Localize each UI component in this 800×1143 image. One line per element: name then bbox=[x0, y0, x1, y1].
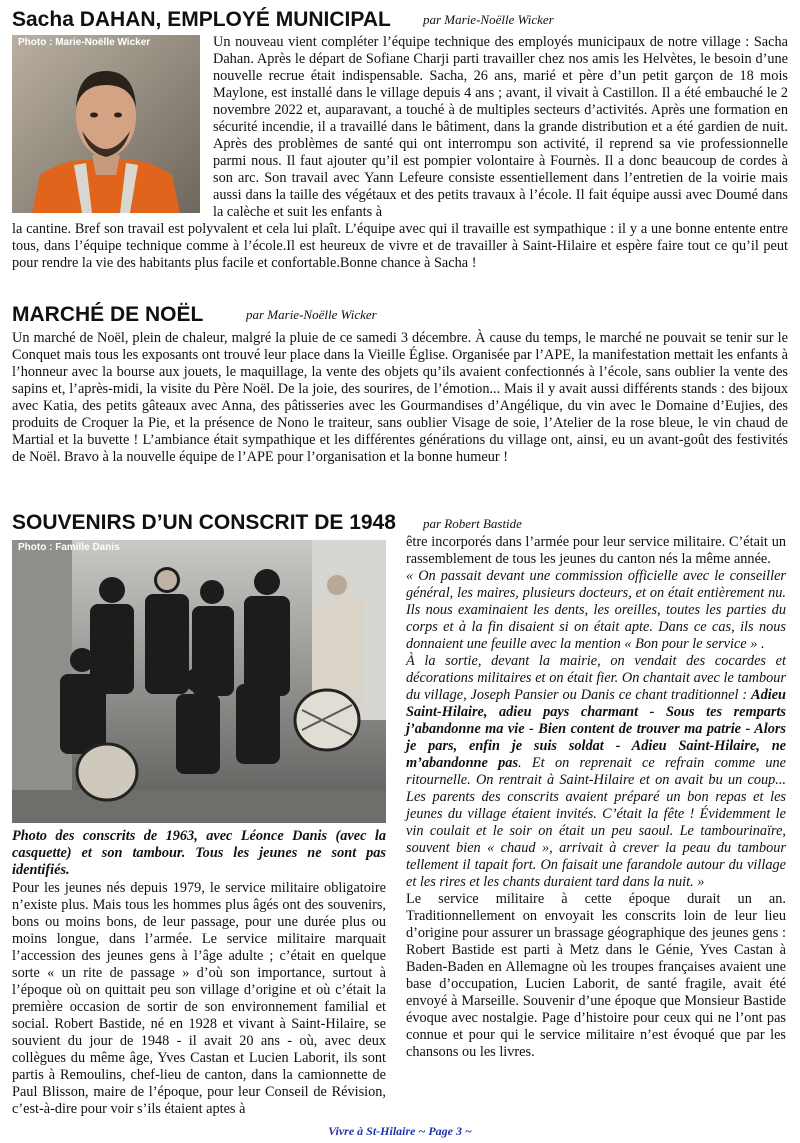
photo-credit: Photo : Famille Danis bbox=[18, 542, 120, 553]
quote-paragraph bbox=[406, 653, 786, 891]
photo-credit: Photo : Marie-Noëlle Wicker bbox=[18, 37, 151, 48]
article-byline: par Marie-Noëlle Wicker bbox=[246, 307, 377, 322]
article-paragraph: Pour les jeunes nés depuis 1979, le service militaire obligatoire n’existe plus. Mais tous les hommes plus âgés ont des souvenirs, bons ou moins bons, de leur passage, pour une durée plus ou moins longue, dans l’armée. Le service militaire marquait l’accession des jeunes gens à l’âge adulte ; c’était en quelque sorte « un rite de passage » d’où son importance, surtout à l’époque où on quittait peu son village d’origine et où c’était la première occasion de sortir de son environnement familial et social. Robert Bastide, né en 1928 et vivant à Saint-Hilaire, se souvient du jour de 1948 - il avait 20 ans - où, avec deux collègues du même âge, Yves Castan et Lucien Laborit, ils sont partis à Remoulins, chef-lieu de canton, dans la camionnette de Paul Blisson, maire de l’époque, pour leur Conseil de Révision, c’est-à-dire pour voir s’ils étaient aptes à bbox=[12, 880, 386, 1117]
article-paragraph: Un marché de Noël, plein de chaleur, malgré la pluie de ce samedi 3 décembre. À cause du temps, le marché ne pouvait se tenir sur le Conquet mais tous les exposants ont trouvé leur place dans la Vieille Église. Organisée par l’APE, la manifestation mettait les enfants à l’honneur avec la bourse aux jouets, le maquillage, la vente des objets qu’ils avaient confectionnés à l’école, sans oublier la vente des sapins et, l’après-midi, la visite du Père Noël. De la joie, des sourires, de l’émotion... Mais il y avait aussi différents stands : des bijoux avec Katia, des petits gâteaux avec Anna, des pâtisseries avec les Gourmandises d’Angélique, du vin avec le Domaine d’Eujies, des produits de Croquer la Pie, et la présence de Nono le traiteur, sans oublier Visage de soie, l’Atelier de la rose bleue, le vin chaud de Martial et la buvette ! L’ambiance était sympathique et les différentes générations du village ont, ainsi, eu un avant-goût des festivités de Noël. Bravo à la nouvelle équipe de l’APE pour l’organisation et la bonne humeur ! bbox=[12, 330, 788, 465]
group-illustration bbox=[12, 540, 386, 823]
quote-text: À la sortie, devant la mairie, on vendait des cocardes et décorations militaires et on était fier. On chantait avec le tambour du village, Joseph Pansier ou Danis ce chant traditionnel : bbox=[406, 653, 786, 703]
portrait-photo bbox=[12, 35, 200, 213]
quote-text: . Et on reprenait ce refrain comme une ritournelle. On rentrait à Saint-Hilaire et on avait bu un coup... Les parents des conscrits avaient préparé un bon repas et les jeunes du village étaient invités. C’était la fête ! Évidemment le vin coulait et le soir on était un peu saoul. Le tambourinaïre, souvent bien « chaud », arrivait à crever la peau du tambour tellement il tapait fort. On faisait une farandole autour du village et les rires et les chants duraient tard dans la nuit. » bbox=[406, 755, 787, 890]
article-paragraph: Le service militaire à cette époque durait un an. Traditionnellement on envoyait les conscrits loin de leur lieu d’origine pour assurer un brassage géographique des jeunes gens : Robert Bastide est parti à Metz dans le Génie, Yves Castan à Baden-Baden en Allemagne où les troupes françaises avaient une base d’occupation, Lucien Laborit, de santé fragile, avait été envoyé à Marseille. Souvenir d’une époque que Monsieur Bastide évoque avec nostalgie. Page d’histoire pour ceux qui ne l’ont pas connue et pour qui le service militaire n’est évoqué que par les chansons ou les livres. bbox=[406, 891, 786, 1060]
page-footer: Vivre à St-Hilaire ~ Page 3 ~ bbox=[328, 1124, 472, 1138]
article-title: Sacha DAHAN, EMPLOYÉ MUNICIPAL bbox=[12, 8, 391, 31]
article-paragraph: Un nouveau vient compléter l’équipe technique des employés municipaux de notre village : Sacha Dahan. Après le départ de Sofiane Charji parti travailler chez nos amis les Helvètes, le besoin d’une nouvelle recrue était indispensable. Sacha, 26 ans, marié et père d’un petit garçon de 18 mois Maylone, est installé dans le village depuis 4 ans ; avant, il vivait à Castillon. Il a été embauché le 2 novembre 2022 et, auparavant, a touché à de multiples secteurs d’activités. Après une formation en sécurité incendie, il a travaillé dans le bâtiment, dans la grande distribution et a été gardien de nuit. Après des problèmes de santé qui ont interrompu son activité, il reprend sa vie professionnelle parmi nous. Il faut ajouter qu’il est pompier volontaire à Fournès. Il a donc beaucoup de cordes à son arc. Son travail avec Yann Lefeure consiste essentiellement dans l’entretien de la voirie mais aussi dans la taille des végétaux et des petits travaux à l’école. Il fait équipe aussi avec Doumé dans la calèche et suit les enfants à bbox=[213, 34, 788, 220]
article-byline: par Robert Bastide bbox=[423, 516, 522, 531]
article-paragraph: être incorporés dans l’armée pour leur service militaire. C’était un rassemblement de tous les jeunes du canton nés la même année. bbox=[406, 534, 786, 567]
right-column bbox=[406, 534, 786, 1061]
group-photo bbox=[12, 540, 386, 823]
portrait-illustration bbox=[12, 35, 200, 213]
article-title: SOUVENIRS D’UN CONSCRIT DE 1948 bbox=[12, 511, 396, 534]
article-title: MARCHÉ DE NOËL bbox=[12, 303, 204, 326]
photo-caption: Photo des conscrits de 1963, avec Léonce Danis (avec la casquette) et son tambour. Tous les jeunes ne sont pas identifiés. bbox=[12, 828, 386, 878]
article-byline: par Marie-Noëlle Wicker bbox=[423, 12, 554, 27]
song-lyrics: Adieu Saint-Hilaire, adieu pays charmant - Sous tes remparts j’abandonne ma vie - Bien content de trouver ma patrie - Alors je pars, enfin je suis soldat - Adieu Saint-Hilaire, ne m’abandonne pas bbox=[406, 687, 786, 771]
quote-paragraph: « On passait devant une commission officielle avec le conseiller général, les maires, plusieurs docteurs, et on était entièrement nu. Ils nous examinaient les dents, les oreilles, toutes les parties du corps et à la fin disaient si on était apte. Dans ce cas, ils nous donnaient une feuille avec la mention « Bon pour le service » . bbox=[406, 568, 786, 652]
article-paragraph: la cantine. Bref son travail est polyvalent et cela lui plaît. L’équipe avec qui il travaille est sympathique : il y a une bonne entente entre tous, dans l’équipe technique comme à l’école.Il est heureux de vivre et de travailler à Saint-Hilaire et espère faire tout ce qu’il peut pour rendre la vie des habitants plus facile et confortable.Bonne chance à Sacha ! bbox=[12, 221, 788, 271]
